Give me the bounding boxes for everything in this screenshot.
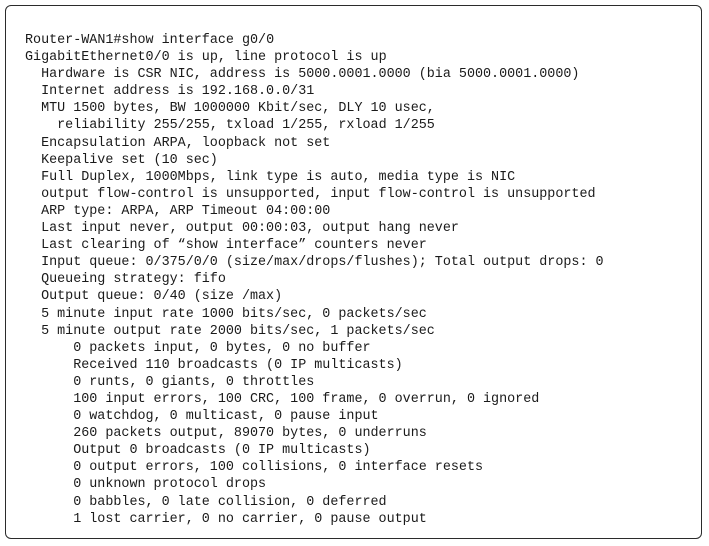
output-line: 0 packets input, 0 bytes, 0 no buffer [73, 340, 371, 356]
output-line: Output queue: 0/40 (size /max) [41, 289, 283, 305]
output-line: Full Duplex, 1000Mbps, link type is auto, media type is NIC [41, 169, 516, 185]
output-line: Last input never, output 00:00:03, output hang never [41, 221, 459, 237]
output-line: 100 input errors, 100 CRC, 100 frame, 0 overrun, 0 ignored [73, 391, 540, 407]
output-line: Hardware is CSR NIC, address is 5000.0001.0000 (bia 5000.0001.0000) [41, 67, 580, 83]
output-line: Keepalive set (10 sec) [41, 152, 218, 168]
output-line: Received 110 broadcasts (0 IP multicasts) [73, 357, 403, 373]
output-line: 0 output errors, 100 collisions, 0 interface resets [73, 460, 484, 476]
output-line: ARP type: ARPA, ARP Timeout 04:00:00 [41, 203, 331, 219]
output-line: Queueing strategy: fifo [41, 272, 226, 288]
output-line: 1 lost carrier, 0 no carrier, 0 pause output [73, 511, 427, 527]
output-line: 260 packets output, 89070 bytes, 0 underruns [73, 426, 427, 442]
output-line: 5 minute input rate 1000 bits/sec, 0 packets/sec [41, 306, 427, 322]
output-line: 5 minute output rate 2000 bits/sec, 1 packets/sec [41, 323, 435, 339]
output-line: GigabitEthernet0/0 is up, line protocol is up [25, 50, 387, 66]
terminal-frame [5, 5, 702, 539]
output-line: Internet address is 192.168.0.0/31 [41, 84, 315, 100]
output-line: 0 watchdog, 0 multicast, 0 pause input [73, 409, 379, 425]
output-line: 0 babbles, 0 late collision, 0 deferred [73, 494, 387, 510]
command-prompt-line: Router-WAN1#show interface g0/0 [25, 33, 275, 48]
output-line: output flow-control is unsupported, input flow-control is unsupported [41, 186, 596, 202]
output-line: Input queue: 0/375/0/0 (size/max/drops/flushes); Total output drops: 0 [41, 255, 604, 271]
output-line: Last clearing of “show interface” counters never [41, 238, 427, 254]
output-line: Output 0 broadcasts (0 IP multicasts) [73, 443, 371, 459]
output-line: 0 unknown protocol drops [73, 477, 267, 493]
output-line: MTU 1500 bytes, BW 1000000 Kbit/sec, DLY 10 usec, [41, 101, 435, 117]
output-line: 0 runts, 0 giants, 0 throttles [73, 374, 315, 390]
output-line: Encapsulation ARPA, loopback not set [41, 135, 331, 151]
cli-output [25, 32, 604, 528]
output-line: reliability 255/255, txload 1/255, rxload 1/255 [57, 118, 435, 134]
